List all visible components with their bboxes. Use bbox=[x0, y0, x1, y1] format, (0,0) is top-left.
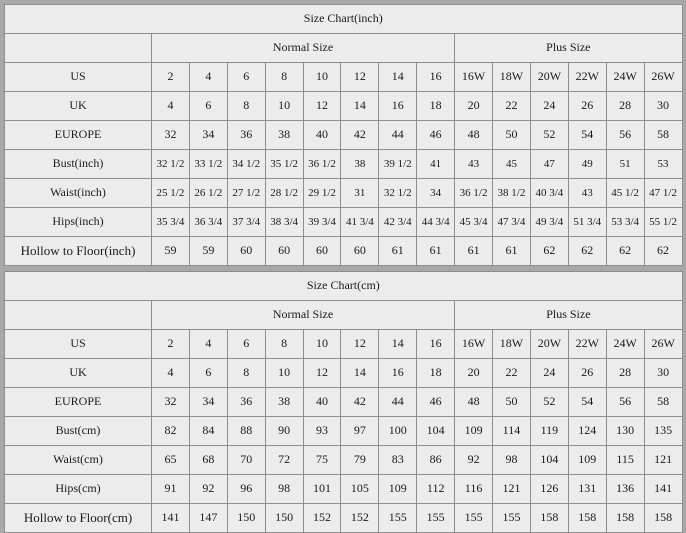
row-label-us: US bbox=[5, 330, 152, 359]
cell: 62 bbox=[530, 237, 568, 266]
cell: 60 bbox=[303, 237, 341, 266]
cell: 155 bbox=[417, 504, 455, 533]
cell: 130 bbox=[606, 417, 644, 446]
cell: 10 bbox=[303, 63, 341, 92]
cell: 56 bbox=[606, 121, 644, 150]
cell: 44 bbox=[379, 388, 417, 417]
cell: 20 bbox=[455, 359, 493, 388]
table-row bbox=[5, 92, 683, 121]
row-label-hollow-to-floor: Hollow to Floor(cm) bbox=[5, 504, 152, 533]
cell: 45 bbox=[493, 150, 531, 179]
cell: 65 bbox=[152, 446, 190, 475]
cell: 53 3/4 bbox=[606, 208, 644, 237]
row-label-uk: UK bbox=[5, 92, 152, 121]
cell: 51 3/4 bbox=[568, 208, 606, 237]
cell: 31 bbox=[341, 179, 379, 208]
cell: 12 bbox=[303, 92, 341, 121]
cell: 4 bbox=[152, 359, 190, 388]
cell: 115 bbox=[606, 446, 644, 475]
cell: 47 bbox=[530, 150, 568, 179]
chart-group-row bbox=[5, 34, 683, 63]
cell: 54 bbox=[568, 121, 606, 150]
row-label-europe: EUROPE bbox=[5, 388, 152, 417]
group-normal-size: Normal Size bbox=[152, 301, 455, 330]
cell: 93 bbox=[303, 417, 341, 446]
cell: 26 1/2 bbox=[189, 179, 227, 208]
cell: 40 3/4 bbox=[530, 179, 568, 208]
cell: 20W bbox=[530, 330, 568, 359]
cell: 34 1/2 bbox=[227, 150, 265, 179]
cell: 16W bbox=[455, 330, 493, 359]
cell: 4 bbox=[189, 330, 227, 359]
cell: 72 bbox=[265, 446, 303, 475]
group-plus-size: Plus Size bbox=[455, 34, 682, 63]
cell: 40 bbox=[303, 121, 341, 150]
cell: 97 bbox=[341, 417, 379, 446]
cell: 12 bbox=[341, 330, 379, 359]
cell: 158 bbox=[606, 504, 644, 533]
cell: 98 bbox=[493, 446, 531, 475]
cell: 34 bbox=[417, 179, 455, 208]
chart-group-row bbox=[5, 301, 683, 330]
cell: 116 bbox=[455, 475, 493, 504]
table-row bbox=[5, 417, 683, 446]
cell: 101 bbox=[303, 475, 341, 504]
cell: 39 3/4 bbox=[303, 208, 341, 237]
cell: 42 3/4 bbox=[379, 208, 417, 237]
cell: 46 bbox=[417, 121, 455, 150]
cell: 155 bbox=[493, 504, 531, 533]
cell: 126 bbox=[530, 475, 568, 504]
cell: 62 bbox=[606, 237, 644, 266]
cell: 12 bbox=[341, 63, 379, 92]
cell: 29 1/2 bbox=[303, 179, 341, 208]
table-row bbox=[5, 150, 683, 179]
cell: 135 bbox=[644, 417, 682, 446]
cell: 61 bbox=[417, 237, 455, 266]
cell: 28 1/2 bbox=[265, 179, 303, 208]
cell: 131 bbox=[568, 475, 606, 504]
cell: 56 bbox=[606, 388, 644, 417]
cell: 32 bbox=[152, 121, 190, 150]
cell: 34 bbox=[189, 388, 227, 417]
row-label-uk: UK bbox=[5, 359, 152, 388]
cell: 24 bbox=[530, 359, 568, 388]
cell: 38 1/2 bbox=[493, 179, 531, 208]
cell: 8 bbox=[265, 63, 303, 92]
row-label-europe: EUROPE bbox=[5, 121, 152, 150]
cell: 4 bbox=[189, 63, 227, 92]
cell: 112 bbox=[417, 475, 455, 504]
row-label-waist: Waist(cm) bbox=[5, 446, 152, 475]
cell: 96 bbox=[227, 475, 265, 504]
cell: 18 bbox=[417, 92, 455, 121]
cell: 44 bbox=[379, 121, 417, 150]
cell: 105 bbox=[341, 475, 379, 504]
table-row bbox=[5, 446, 683, 475]
cell: 18W bbox=[493, 63, 531, 92]
table-row bbox=[5, 388, 683, 417]
cell: 83 bbox=[379, 446, 417, 475]
cell: 32 1/2 bbox=[379, 179, 417, 208]
cell: 52 bbox=[530, 121, 568, 150]
cell: 16W bbox=[455, 63, 493, 92]
cell: 8 bbox=[227, 92, 265, 121]
cell: 16 bbox=[379, 359, 417, 388]
table-row bbox=[5, 208, 683, 237]
cell: 49 bbox=[568, 150, 606, 179]
cell: 26 bbox=[568, 359, 606, 388]
cell: 26 bbox=[568, 92, 606, 121]
cell: 79 bbox=[341, 446, 379, 475]
cell: 51 bbox=[606, 150, 644, 179]
group-plus-size: Plus Size bbox=[455, 301, 683, 330]
cell: 22W bbox=[568, 63, 606, 92]
cell: 91 bbox=[152, 475, 190, 504]
cell: 38 3/4 bbox=[265, 208, 303, 237]
size-chart-inch bbox=[4, 4, 683, 266]
table-row bbox=[5, 179, 683, 208]
cell: 49 3/4 bbox=[530, 208, 568, 237]
cell: 50 bbox=[493, 121, 531, 150]
size-chart-cm bbox=[4, 271, 683, 533]
cell: 109 bbox=[568, 446, 606, 475]
cell: 121 bbox=[493, 475, 531, 504]
cell: 24 bbox=[530, 92, 568, 121]
cell: 35 3/4 bbox=[152, 208, 190, 237]
cell: 84 bbox=[189, 417, 227, 446]
cell: 45 3/4 bbox=[455, 208, 493, 237]
table-row bbox=[5, 63, 683, 92]
cell: 141 bbox=[152, 504, 190, 533]
cell: 155 bbox=[455, 504, 493, 533]
cell: 36 1/2 bbox=[303, 150, 341, 179]
table-row bbox=[5, 475, 683, 504]
cell: 27 1/2 bbox=[227, 179, 265, 208]
row-label-bust: Bust(cm) bbox=[5, 417, 152, 446]
cell: 44 3/4 bbox=[417, 208, 455, 237]
cell: 61 bbox=[493, 237, 531, 266]
cell: 2 bbox=[152, 330, 190, 359]
cell: 158 bbox=[568, 504, 606, 533]
cell: 61 bbox=[455, 237, 493, 266]
cell: 38 bbox=[341, 150, 379, 179]
row-label-bust: Bust(inch) bbox=[5, 150, 152, 179]
cell: 16 bbox=[417, 330, 455, 359]
cell: 12 bbox=[303, 359, 341, 388]
cell: 60 bbox=[341, 237, 379, 266]
cell: 62 bbox=[644, 237, 682, 266]
cell: 46 bbox=[417, 388, 455, 417]
cell: 90 bbox=[265, 417, 303, 446]
cell: 6 bbox=[227, 330, 265, 359]
chart-title-row bbox=[5, 272, 683, 301]
cell: 37 3/4 bbox=[227, 208, 265, 237]
cell: 158 bbox=[530, 504, 568, 533]
cell: 14 bbox=[341, 359, 379, 388]
cell: 36 bbox=[227, 388, 265, 417]
cell: 38 bbox=[265, 121, 303, 150]
cell: 68 bbox=[189, 446, 227, 475]
cell: 47 3/4 bbox=[493, 208, 531, 237]
table-row bbox=[5, 237, 683, 266]
row-label-hips: Hips(cm) bbox=[5, 475, 152, 504]
cell: 48 bbox=[455, 121, 493, 150]
cell: 26W bbox=[644, 330, 682, 359]
cell: 98 bbox=[265, 475, 303, 504]
cell: 24W bbox=[606, 63, 644, 92]
cell: 10 bbox=[303, 330, 341, 359]
cell: 53 bbox=[644, 150, 682, 179]
cell: 14 bbox=[379, 330, 417, 359]
cell: 10 bbox=[265, 359, 303, 388]
cell: 150 bbox=[227, 504, 265, 533]
cell: 92 bbox=[189, 475, 227, 504]
row-label-hollow-to-floor: Hollow to Floor(inch) bbox=[5, 237, 152, 266]
cell: 14 bbox=[379, 63, 417, 92]
cell: 6 bbox=[189, 359, 227, 388]
chart-title-row bbox=[5, 5, 683, 34]
cell: 59 bbox=[189, 237, 227, 266]
cell: 86 bbox=[417, 446, 455, 475]
cell: 48 bbox=[455, 388, 493, 417]
cell: 36 bbox=[227, 121, 265, 150]
table-row bbox=[5, 504, 683, 533]
cell: 28 bbox=[606, 359, 644, 388]
cell: 10 bbox=[265, 92, 303, 121]
cell: 18 bbox=[417, 359, 455, 388]
table-row bbox=[5, 121, 683, 150]
cell: 124 bbox=[568, 417, 606, 446]
cell: 24W bbox=[606, 330, 644, 359]
cell: 22W bbox=[568, 330, 606, 359]
chart-title: Size Chart(cm) bbox=[5, 272, 683, 301]
cell: 104 bbox=[530, 446, 568, 475]
cell: 38 bbox=[265, 388, 303, 417]
cell: 61 bbox=[379, 237, 417, 266]
cell: 39 1/2 bbox=[379, 150, 417, 179]
cell: 121 bbox=[644, 446, 682, 475]
cell: 36 1/2 bbox=[455, 179, 493, 208]
cell: 152 bbox=[341, 504, 379, 533]
cell: 50 bbox=[493, 388, 531, 417]
cell: 104 bbox=[417, 417, 455, 446]
cell: 55 1/2 bbox=[644, 208, 682, 237]
cell: 2 bbox=[152, 63, 190, 92]
group-normal-size: Normal Size bbox=[152, 34, 455, 63]
cell: 150 bbox=[265, 504, 303, 533]
cell: 119 bbox=[530, 417, 568, 446]
cell: 47 1/2 bbox=[644, 179, 682, 208]
cell: 75 bbox=[303, 446, 341, 475]
cell: 8 bbox=[227, 359, 265, 388]
cell: 147 bbox=[189, 504, 227, 533]
cell: 136 bbox=[606, 475, 644, 504]
cell: 52 bbox=[530, 388, 568, 417]
cell: 92 bbox=[455, 446, 493, 475]
cell: 155 bbox=[379, 504, 417, 533]
cell: 28 bbox=[606, 92, 644, 121]
cell: 41 3/4 bbox=[341, 208, 379, 237]
cell: 42 bbox=[341, 121, 379, 150]
cell: 14 bbox=[341, 92, 379, 121]
cell: 32 1/2 bbox=[152, 150, 190, 179]
cell: 62 bbox=[568, 237, 606, 266]
row-label-us: US bbox=[5, 63, 152, 92]
cell: 60 bbox=[265, 237, 303, 266]
cell: 58 bbox=[644, 388, 682, 417]
cell: 158 bbox=[644, 504, 682, 533]
cell: 45 1/2 bbox=[606, 179, 644, 208]
cell: 16 bbox=[417, 63, 455, 92]
cell: 109 bbox=[379, 475, 417, 504]
cell: 60 bbox=[227, 237, 265, 266]
cell: 20 bbox=[455, 92, 493, 121]
row-label-hips: Hips(inch) bbox=[5, 208, 152, 237]
cell: 54 bbox=[568, 388, 606, 417]
cell: 88 bbox=[227, 417, 265, 446]
cell: 22 bbox=[493, 92, 531, 121]
cell: 20W bbox=[530, 63, 568, 92]
cell: 4 bbox=[152, 92, 190, 121]
cell: 26W bbox=[644, 63, 682, 92]
cell: 25 1/2 bbox=[152, 179, 190, 208]
table-row bbox=[5, 330, 683, 359]
cell: 43 bbox=[568, 179, 606, 208]
cell: 58 bbox=[644, 121, 682, 150]
cell: 6 bbox=[227, 63, 265, 92]
table-row bbox=[5, 359, 683, 388]
cell: 35 1/2 bbox=[265, 150, 303, 179]
cell: 42 bbox=[341, 388, 379, 417]
cell: 43 bbox=[455, 150, 493, 179]
cell: 114 bbox=[493, 417, 531, 446]
cell: 70 bbox=[227, 446, 265, 475]
cell: 18W bbox=[493, 330, 531, 359]
group-row-spacer bbox=[5, 301, 152, 330]
cell: 100 bbox=[379, 417, 417, 446]
cell: 109 bbox=[455, 417, 493, 446]
cell: 32 bbox=[152, 388, 190, 417]
group-row-spacer bbox=[5, 34, 152, 63]
cell: 59 bbox=[152, 237, 190, 266]
chart-title: Size Chart(inch) bbox=[5, 5, 683, 34]
cell: 82 bbox=[152, 417, 190, 446]
cell: 33 1/2 bbox=[189, 150, 227, 179]
cell: 22 bbox=[493, 359, 531, 388]
row-label-waist: Waist(inch) bbox=[5, 179, 152, 208]
cell: 8 bbox=[265, 330, 303, 359]
cell: 141 bbox=[644, 475, 682, 504]
cell: 152 bbox=[303, 504, 341, 533]
cell: 36 3/4 bbox=[189, 208, 227, 237]
cell: 40 bbox=[303, 388, 341, 417]
cell: 16 bbox=[379, 92, 417, 121]
cell: 41 bbox=[417, 150, 455, 179]
cell: 30 bbox=[644, 92, 682, 121]
cell: 34 bbox=[189, 121, 227, 150]
cell: 6 bbox=[189, 92, 227, 121]
cell: 30 bbox=[644, 359, 682, 388]
